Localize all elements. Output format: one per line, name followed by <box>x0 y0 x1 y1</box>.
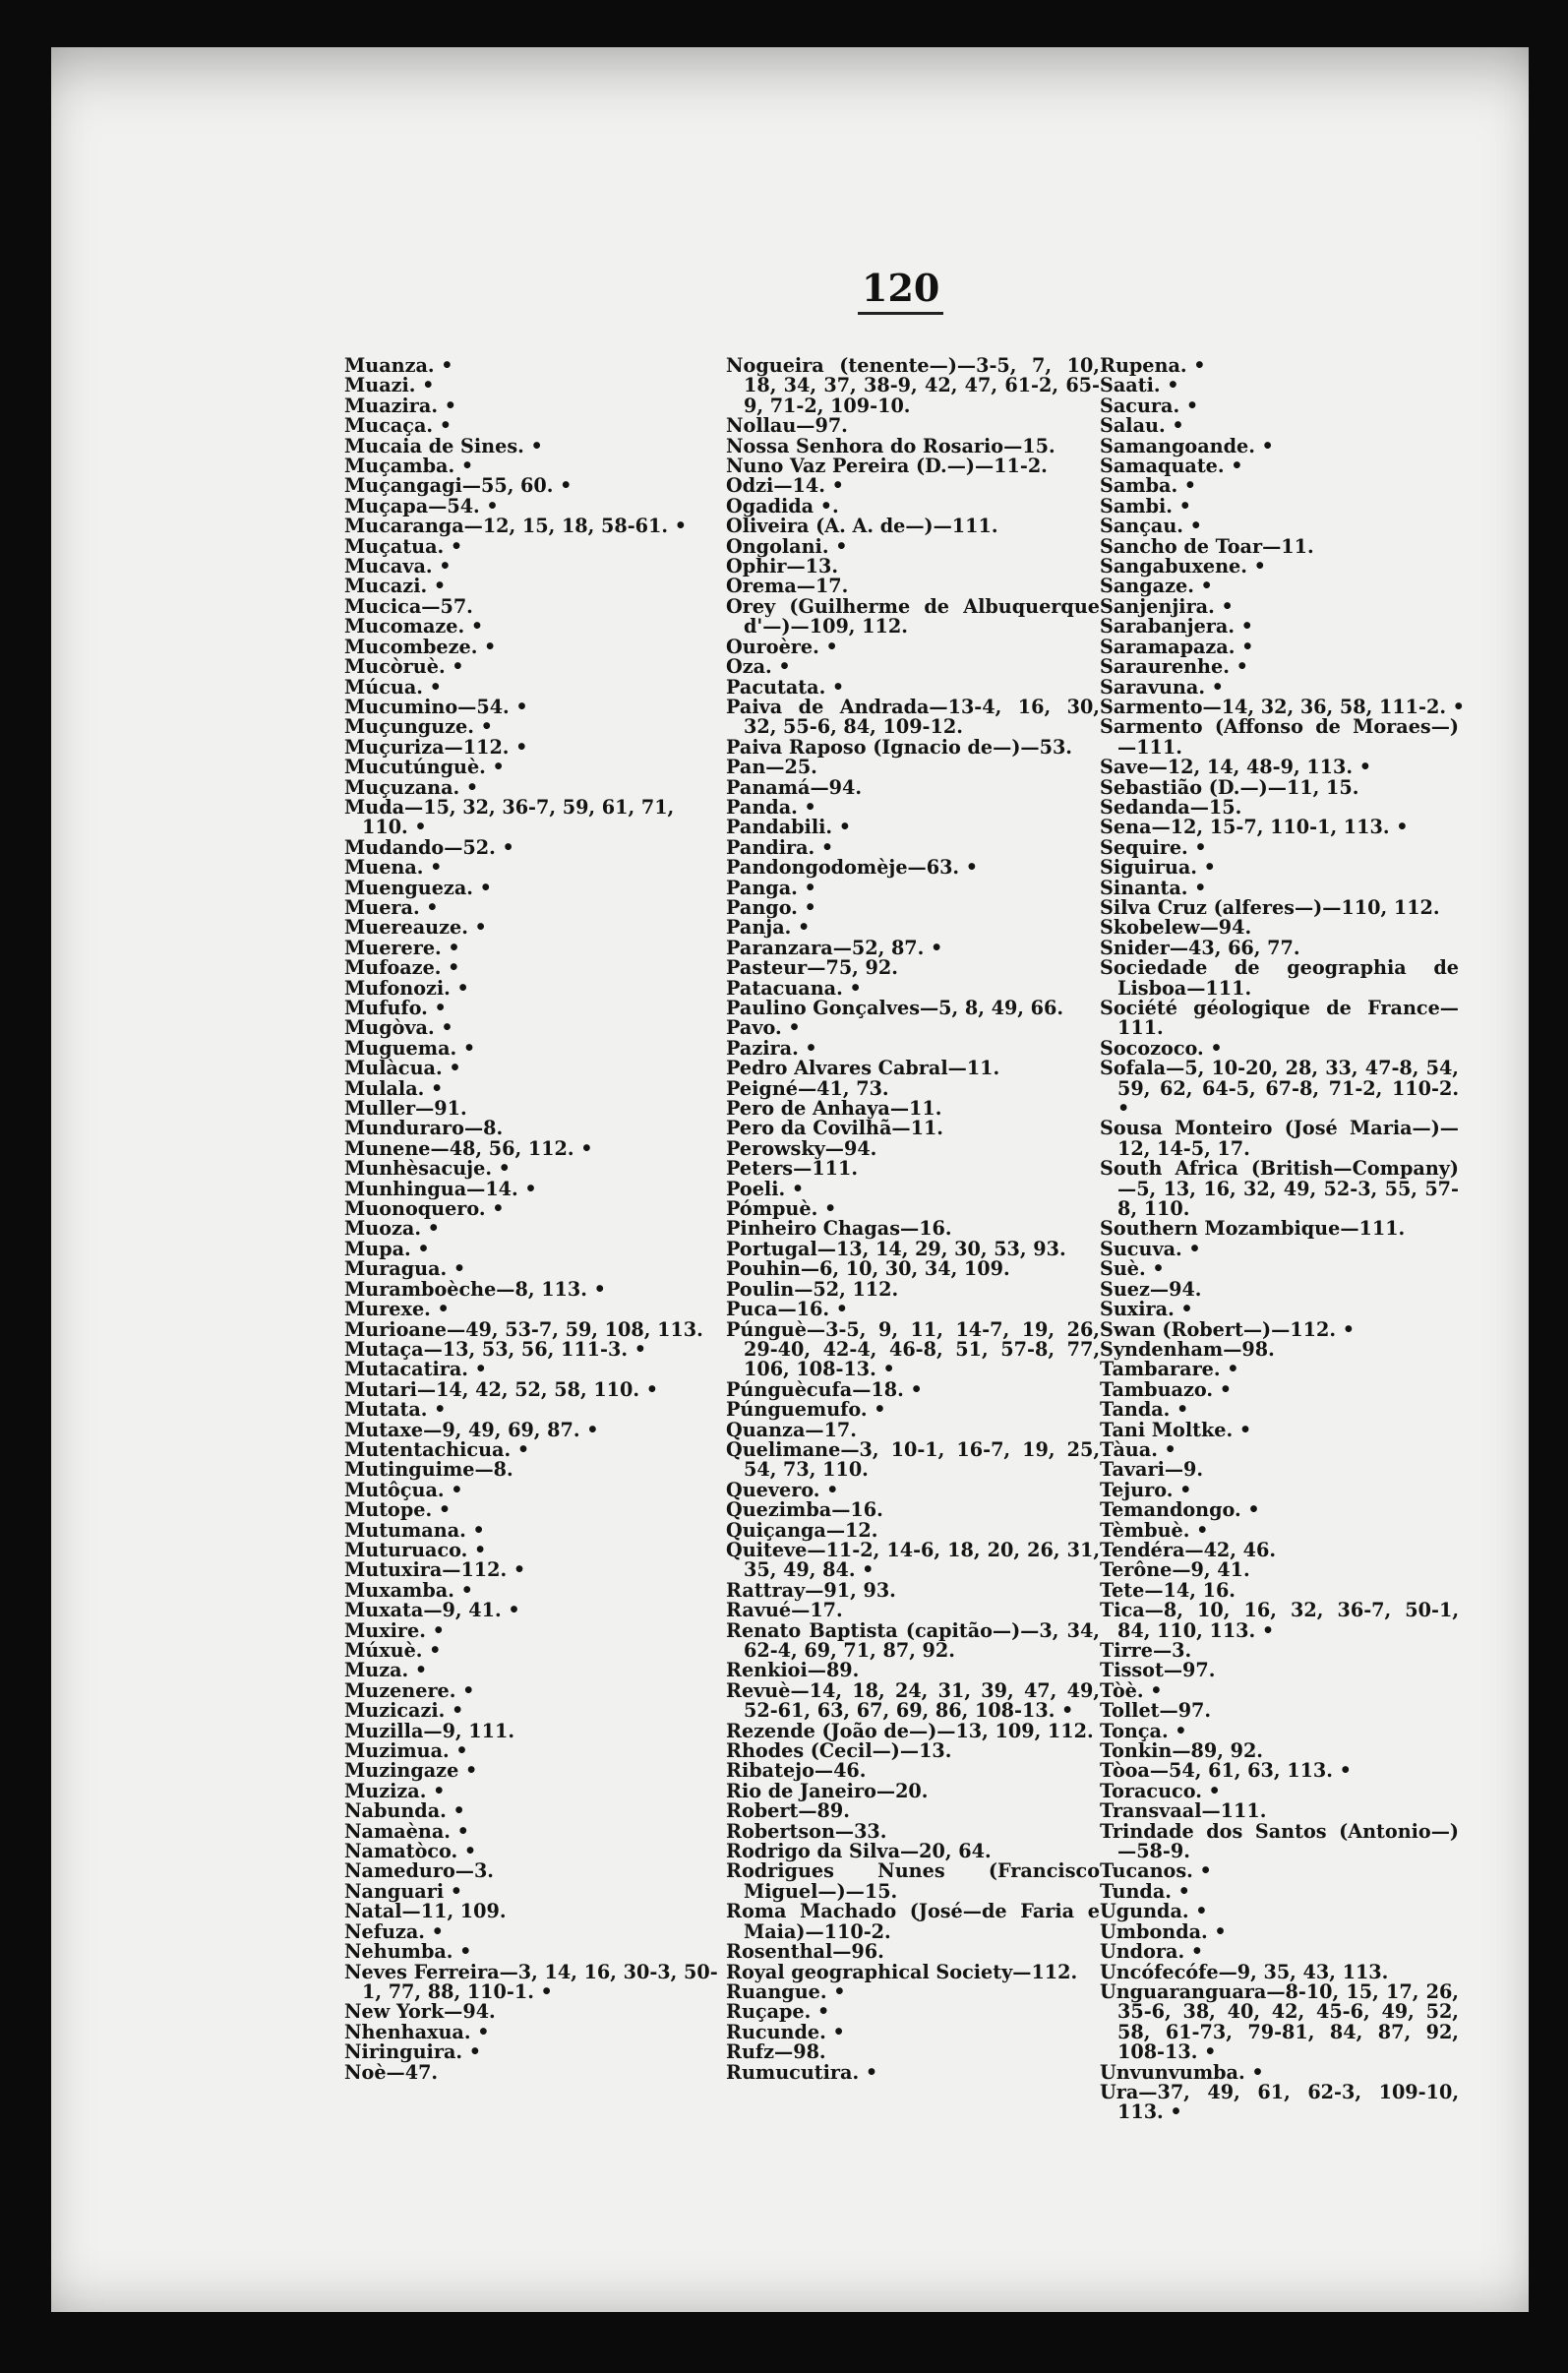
index-entry: Syndenham—98. <box>1100 1337 1275 1361</box>
index-entry: Ophir—13. <box>726 555 839 578</box>
index-entry: Mulala. • <box>344 1076 444 1100</box>
index-entry: Salau. • <box>1100 414 1184 438</box>
index-entry: Tunda. • <box>1100 1879 1190 1903</box>
index-entry: Pinheiro Chagas—16. <box>726 1217 952 1241</box>
index-entry: Nameduro—3. <box>344 1859 494 1883</box>
index-entry: Muçuzana. • <box>344 775 479 799</box>
index-entry: Mucaça. • <box>344 414 452 438</box>
index-entry: Quiçanga—12. <box>726 1518 878 1542</box>
index-entry: Tambarare. • <box>1100 1358 1239 1381</box>
index-entry: Orema—17. <box>726 575 849 598</box>
index-entry: Paranzara—52, 87. • <box>726 936 943 959</box>
index-entry: Renkioi—89. <box>726 1659 860 1682</box>
index-entry: Muena. • <box>344 856 443 880</box>
index-entry: Muoza. • <box>344 1217 440 1241</box>
index-entry: Muçangagi—55, 60. • <box>344 474 573 498</box>
index-entry: Paiva Raposo (Ignacio de—)—53. <box>726 735 1072 759</box>
index-entry: Muxata—9, 41. • <box>344 1599 520 1622</box>
index-entry: Temandongo. • <box>1100 1498 1260 1522</box>
index-entry: Save—12, 14, 48-9, 113. • <box>1100 756 1372 779</box>
index-entry: Ongolani. • <box>726 534 848 558</box>
index-entry: Tirre—3. <box>1100 1639 1192 1662</box>
index-entry: Ura—37, 49, 61, 62-3, 109-10, 113. • <box>1100 2080 1459 2124</box>
index-column-3 <box>1100 354 1465 2124</box>
index-entry: Mutacatira. • <box>344 1358 487 1381</box>
index-entry: Panja. • <box>726 916 811 940</box>
index-entry: Toracuco. • <box>1100 1779 1221 1802</box>
index-entry: Tambuazo. • <box>1100 1377 1232 1401</box>
index-entry: Peters—111. <box>726 1157 859 1181</box>
index-entry: Muçatua. • <box>344 534 463 558</box>
index-entry: Pero da Covilhã—11. <box>726 1117 943 1140</box>
index-entry: Trindade dos Santos (Antonio—)—58-9. <box>1100 1819 1459 1863</box>
index-entry: Pazira. • <box>726 1036 817 1060</box>
index-entry: Muturuaco. • <box>344 1538 487 1561</box>
index-entry: Ogadida •. <box>726 494 839 517</box>
index-entry: Muazira. • <box>344 394 456 417</box>
index-entry: Tucanos. • <box>1100 1859 1212 1883</box>
index-entry: Pacutata. • <box>726 675 845 699</box>
index-entry: Sangabuxene. • <box>1100 555 1266 578</box>
index-entry: Mutôçua. • <box>344 1478 463 1501</box>
index-entry: Mupa. • <box>344 1237 430 1260</box>
index-entry: Mucombeze. • <box>344 635 497 658</box>
index-entry: Tòoa—54, 61, 63, 113. • <box>1100 1759 1352 1783</box>
index-entry: Swan (Robert—)—112. • <box>1100 1317 1355 1341</box>
index-entry: Quelimane—3, 10-1, 16-7, 19, 25, 54, 73, 110. <box>726 1437 1100 1482</box>
index-entry: Société géologique de France—111. <box>1100 997 1459 1040</box>
index-entry: Nhenhaxua. • <box>344 2020 490 2043</box>
index-entry: Muçuriza—112. • <box>344 735 528 759</box>
index-entry: Rucunde. • <box>726 2020 845 2043</box>
index-entry: Rosenthal—96. <box>726 1940 884 1964</box>
index-entry: Pómpuè. • <box>726 1197 837 1221</box>
index-entry: Saraurenhe. • <box>1100 655 1248 679</box>
index-entry: Odzi—14. • <box>726 474 844 498</box>
index-entry: Rodrigues Nunes (Francisco Miguel—)—15. <box>726 1859 1100 1903</box>
index-entry: Mutope. • <box>344 1498 452 1522</box>
index-entry: Nossa Senhora do Rosario—15. <box>726 434 1055 457</box>
index-entry: South Africa (British—Company)—5, 13, 16, 32, 49, 52-3, 55, 57-8, 110. <box>1100 1157 1459 1221</box>
index-entry: Panda. • <box>726 795 816 819</box>
index-entry: Muengueza. • <box>344 876 492 899</box>
index-entry: Tonça. • <box>1100 1719 1187 1742</box>
index-entry: Quiteve—11-2, 14-6, 18, 20, 26, 31, 35, 49, 84. • <box>726 1538 1100 1582</box>
index-entry: Saravuna. • <box>1100 675 1224 699</box>
index-entry: Tendéra—42, 46. <box>1100 1538 1277 1561</box>
index-entry: Múcua. • <box>344 675 442 699</box>
index-entry: Sucuva. • <box>1100 1237 1201 1260</box>
index-entry: Mucaia de Sines. • <box>344 434 543 457</box>
index-entry: Muera. • <box>344 895 439 919</box>
index-entry: Tani Moltke. • <box>1100 1418 1252 1441</box>
index-entry: Undora. • <box>1100 1940 1204 1964</box>
index-column-1 <box>344 356 723 2083</box>
index-entry: Mutata. • <box>344 1398 447 1422</box>
index-entry: Púnguè—3-5, 9, 11, 14-7, 19, 26, 29-40, 42-4, 46-8, 51, 57-8, 77, 106, 108-13. • <box>726 1317 1100 1381</box>
index-entry: Sinanta. • <box>1100 876 1207 899</box>
index-entry: Suè. • <box>1100 1257 1165 1281</box>
index-entry: Mutumana. • <box>344 1518 485 1542</box>
index-entry: Panga. • <box>726 876 816 899</box>
index-entry: Muguema. • <box>344 1036 476 1060</box>
index-entry: Sacura. • <box>1100 394 1199 417</box>
index-entry: Samangoande. • <box>1100 434 1274 457</box>
index-entry: Rupena. • <box>1100 354 1206 377</box>
index-entry: Mulàcua. • <box>344 1057 461 1080</box>
index-entry: Portugal—13, 14, 29, 30, 53, 93. <box>726 1237 1066 1260</box>
index-entry: Nabunda. • <box>344 1799 465 1823</box>
index-entry: Rhodes (Cecil—)—13. <box>726 1739 952 1763</box>
index-entry: Silva Cruz (alferes—)—110, 112. <box>1100 895 1440 919</box>
index-column-2 <box>726 356 1100 2083</box>
index-entry: Mucaranga—12, 15, 18, 58-61. • <box>344 515 688 538</box>
index-entry: Mugòva. • <box>344 1016 453 1040</box>
index-entry: Sofala—5, 10-20, 28, 33, 47-8, 54, 59, 62, 64-5, 67-8, 71-2, 110-2. • <box>1100 1057 1459 1121</box>
index-entry: Mufufo. • <box>344 997 447 1019</box>
index-page <box>51 47 1529 2312</box>
index-entry: Tavari—9. <box>1100 1458 1204 1482</box>
index-entry: Revuè—14, 18, 24, 31, 39, 47, 49, 52-61, 63, 67, 69, 86, 108-13. • <box>726 1678 1100 1723</box>
index-entry: Tanda. • <box>1100 1398 1189 1422</box>
index-entry: Tòè. • <box>1100 1678 1163 1702</box>
index-entry: Muzilla—9, 111. <box>344 1719 515 1742</box>
index-entry: Roma Machado (José—de Faria e Maia)—110-2. <box>726 1900 1100 1943</box>
index-entry: Tèmbuè. • <box>1100 1518 1209 1542</box>
index-entry: Ugunda. • <box>1100 1900 1208 1923</box>
index-entry: Muçamba. • <box>344 455 474 478</box>
index-entry: Ravué—17. <box>726 1599 843 1622</box>
index-entry: Siguirua. • <box>1100 856 1216 880</box>
index-entry: Muonoquero. • <box>344 1197 505 1221</box>
index-entry: Rumucutira. • <box>726 2060 878 2084</box>
index-entry: Rezende (João de—)—13, 109, 112. <box>726 1719 1094 1742</box>
index-entry: Tàua. • <box>1100 1437 1176 1461</box>
index-entry: Natal—11, 109. <box>344 1900 507 1923</box>
index-entry: Pero de Anhaya—11. <box>726 1097 942 1121</box>
index-entry: Mucava. • <box>344 555 452 578</box>
index-entry: Oza. • <box>726 655 791 679</box>
index-entry: Paulino Gonçalves—5, 8, 49, 66. <box>726 997 1064 1019</box>
index-entry: Sedanda—15. <box>1100 795 1242 819</box>
index-entry: Umbonda. • <box>1100 1919 1227 1943</box>
index-entry: Mucutúnguè. • <box>344 756 505 779</box>
index-entry: Ribatejo—46. <box>726 1759 867 1783</box>
index-entry: Púnguècufa—18. • <box>726 1377 923 1401</box>
index-entry: Muazi. • <box>344 374 435 397</box>
index-entry: Mucòruè. • <box>344 655 464 679</box>
index-entry: Mufoaze. • <box>344 956 460 980</box>
index-entry: Ouroère. • <box>726 635 838 658</box>
index-entry: Mutinguime—8. <box>344 1458 513 1482</box>
index-entry: Muragua. • <box>344 1257 466 1281</box>
index-entry: Munduraro—8. <box>344 1117 504 1140</box>
index-entry: Oliveira (A. A. de—)—111. <box>726 515 998 538</box>
index-entry: Muanza. • <box>344 354 453 377</box>
index-entry: Munene—48, 56, 112. • <box>344 1136 593 1160</box>
index-entry: Unvunvumba. • <box>1100 2060 1264 2084</box>
index-entry: Mucica—57. <box>344 594 473 618</box>
index-entry: Sena—12, 15-7, 110-1, 113. • <box>1100 816 1409 839</box>
index-entry: Mutaça—13, 53, 56, 111-3. • <box>344 1337 646 1361</box>
index-entry: Terône—9, 41. <box>1100 1558 1250 1582</box>
index-entry: Muller—91. <box>344 1097 467 1121</box>
index-entry: Muxamba. • <box>344 1578 473 1602</box>
index-entry: Nollau—97. <box>726 414 848 438</box>
index-entry: Saramapaza. • <box>1100 635 1254 658</box>
index-entry: Sambi. • <box>1100 494 1191 517</box>
index-entry: Noè—47. <box>344 2060 439 2084</box>
index-entry: Tica—8, 10, 16, 32, 36-7, 50-1, 84, 110, 113. • <box>1100 1599 1459 1642</box>
index-entry: Muramboèche—8, 113. • <box>344 1277 606 1301</box>
index-entry: Rattray—91, 93. <box>726 1578 896 1602</box>
index-entry: Múxuè. • <box>344 1639 442 1662</box>
index-entry: Puca—16. • <box>726 1298 849 1321</box>
index-entry: Peigné—41, 73. <box>726 1076 889 1100</box>
index-entry: Muçunguze. • <box>344 715 493 739</box>
index-entry: Robert—89. <box>726 1799 850 1823</box>
page-number: 120 <box>858 266 943 315</box>
index-entry: Mutaxe—9, 49, 69, 87. • <box>344 1418 599 1441</box>
index-entry: Samba. • <box>1100 474 1197 498</box>
index-entry: Pedro Alvares Cabral—11. <box>726 1057 1000 1080</box>
index-entry: Orey (Guilherme de Albuquerque d'—)—109, 112. <box>726 594 1100 639</box>
index-entry: Royal geographical Society—112. <box>726 1960 1078 1983</box>
index-entry: Pandabili. • <box>726 816 852 839</box>
index-entry: Muerere. • <box>344 936 460 959</box>
index-entry: Southern Mozambique—111. <box>1100 1217 1406 1241</box>
index-entry: Tete—14, 16. <box>1100 1578 1236 1602</box>
index-entry: Muereauze. • <box>344 916 487 940</box>
index-entry: Ruangue. • <box>726 1979 846 2003</box>
index-entry: Perowsky—94. <box>726 1136 877 1160</box>
index-entry: Pandongodomèje—63. • <box>726 856 979 880</box>
index-entry: Tejuro. • <box>1100 1478 1192 1501</box>
index-entry: Mudando—52. • <box>344 835 514 859</box>
index-entry: Sançau. • <box>1100 515 1202 538</box>
index-entry: Munhingua—14. • <box>344 1177 537 1200</box>
index-entry: Sangaze. • <box>1100 575 1213 598</box>
index-entry: Mutuxira—112. • <box>344 1558 526 1582</box>
index-entry: Sanjenjira. • <box>1100 594 1234 618</box>
index-entry: Mufonozi. • <box>344 976 469 1000</box>
index-entry: Tollet—97. <box>1100 1699 1212 1723</box>
index-entry: Muza. • <box>344 1659 428 1682</box>
index-entry: Pan—25. <box>726 756 817 779</box>
index-entry: Pandira. • <box>726 835 834 859</box>
index-entry: Tissot—97. <box>1100 1659 1216 1682</box>
index-entry: Nehumba. • <box>344 1940 472 1964</box>
index-entry: Ruçape. • <box>726 2000 830 2024</box>
index-entry: Murioane—49, 53-7, 59, 108, 113. <box>344 1317 703 1341</box>
index-entry: Nefuza. • <box>344 1919 444 1943</box>
index-entry: Mutentachicua. • <box>344 1437 530 1461</box>
index-entry: Nanguari • <box>344 1879 463 1903</box>
index-entry: Muzingaze • <box>344 1759 478 1783</box>
index-entry: Sequire. • <box>1100 835 1207 859</box>
index-entry: Muzenere. • <box>344 1678 475 1702</box>
index-entry: Pango. • <box>726 895 816 919</box>
index-entry: Uncófecófe—9, 35, 43, 113. <box>1100 1960 1389 1983</box>
index-entry: Sociedade de geographia de Lisboa—111. <box>1100 956 1459 1000</box>
index-entry: Paiva de Andrada—13-4, 16, 30, 32, 55-6, 84, 109-12. <box>726 695 1100 739</box>
index-entry: Tonkin—89, 92. <box>1100 1739 1263 1763</box>
index-entry: Suez—94. <box>1100 1277 1202 1301</box>
index-entry: Rodrigo da Silva—20, 64. <box>726 1840 992 1863</box>
index-entry: Poeli. • <box>726 1177 805 1200</box>
index-entry: Nogueira (tenente—)—3-5, 7, 10, 18, 34, 37, 38-9, 42, 47, 61-2, 65-9, 71-2, 109-10. <box>726 354 1100 417</box>
index-entry: Saati. • <box>1100 374 1179 397</box>
index-entry: Quevero. • <box>726 1478 839 1501</box>
index-entry: Unguaranguara—8-10, 15, 17, 26, 35-6, 38, 40, 42, 45-6, 49, 52, 58, 61-73, 79-81, 84, 87, 92, 108-13. • <box>1100 1979 1459 2064</box>
index-entry: Socozoco. • <box>1100 1036 1223 1060</box>
index-entry: Skobelew—94. <box>1100 916 1252 940</box>
index-entry: Muziza. • <box>344 1779 446 1802</box>
index-entry: Mutari—14, 42, 52, 58, 110. • <box>344 1377 658 1401</box>
index-entry: Muzicazi. • <box>344 1699 464 1723</box>
index-entry: Rufz—98. <box>726 2040 826 2064</box>
index-entry: Quanza—17. <box>726 1418 857 1441</box>
index-entry: Snider—43, 66, 77. <box>1100 936 1300 959</box>
index-entry: Nuno Vaz Pereira (D.—)—11-2. <box>726 455 1048 478</box>
index-entry: Muçapa—54. • <box>344 494 499 517</box>
index-entry: Mucumino—54. • <box>344 695 528 718</box>
index-entry: Suxira. • <box>1100 1298 1193 1321</box>
index-entry: Samaquate. • <box>1100 455 1243 478</box>
index-entry: Sarmento (Affonso de Moraes—)—111. <box>1100 715 1459 759</box>
index-entry: Muzimua. • <box>344 1739 468 1763</box>
index-entry: Sarmento—14, 32, 36, 58, 111-2. • <box>1100 695 1465 718</box>
index-entry: Sousa Monteiro (José Maria—)—12, 14-5, 17. <box>1100 1117 1459 1160</box>
index-entry: Sebastião (D.—)—11, 15. <box>1100 775 1359 799</box>
index-entry: Murexe. • <box>344 1298 450 1321</box>
index-entry: Mucazi. • <box>344 575 447 598</box>
index-entry: Pavo. • <box>726 1016 801 1040</box>
index-entry: Sancho de Toar—11. <box>1100 534 1314 558</box>
index-entry: Transvaal—111. <box>1100 1799 1267 1823</box>
index-entry: Patacuana. • <box>726 976 862 1000</box>
index-entry: Pouhin—6, 10, 30, 34, 109. <box>726 1257 1010 1281</box>
index-entry: Muda—15, 32, 36-7, 59, 61, 71, 110. • <box>344 795 675 839</box>
index-entry: Sarabanjera. • <box>1100 615 1253 639</box>
index-entry: Mucomaze. • <box>344 615 484 639</box>
index-entry: Namaèna. • <box>344 1819 469 1843</box>
index-entry: Pasteur—75, 92. <box>726 956 898 980</box>
index-entry: Robertson—33. <box>726 1819 887 1843</box>
index-entry: Neves Ferreira—3, 14, 16, 30-3, 50-1, 77, 88, 110-1. • <box>344 1960 718 2003</box>
index-entry: Púnguemufo. • <box>726 1398 886 1422</box>
index-entry: Munhèsacuje. • <box>344 1157 511 1181</box>
index-entry: Rio de Janeiro—20. <box>726 1779 929 1802</box>
index-entry: New York—94. <box>344 2000 496 2024</box>
index-entry: Muxire. • <box>344 1618 445 1642</box>
index-entry: Renato Baptista (capitão—)—3, 34, 62-4, 69, 71, 87, 92. <box>726 1618 1100 1662</box>
index-entry: Poulin—52, 112. <box>726 1277 899 1301</box>
index-entry: Namatòco. • <box>344 1840 477 1863</box>
index-entry: Quezimba—16. <box>726 1498 883 1522</box>
index-entry: Niringuira. • <box>344 2040 481 2064</box>
index-entry: Panamá—94. <box>726 775 863 799</box>
